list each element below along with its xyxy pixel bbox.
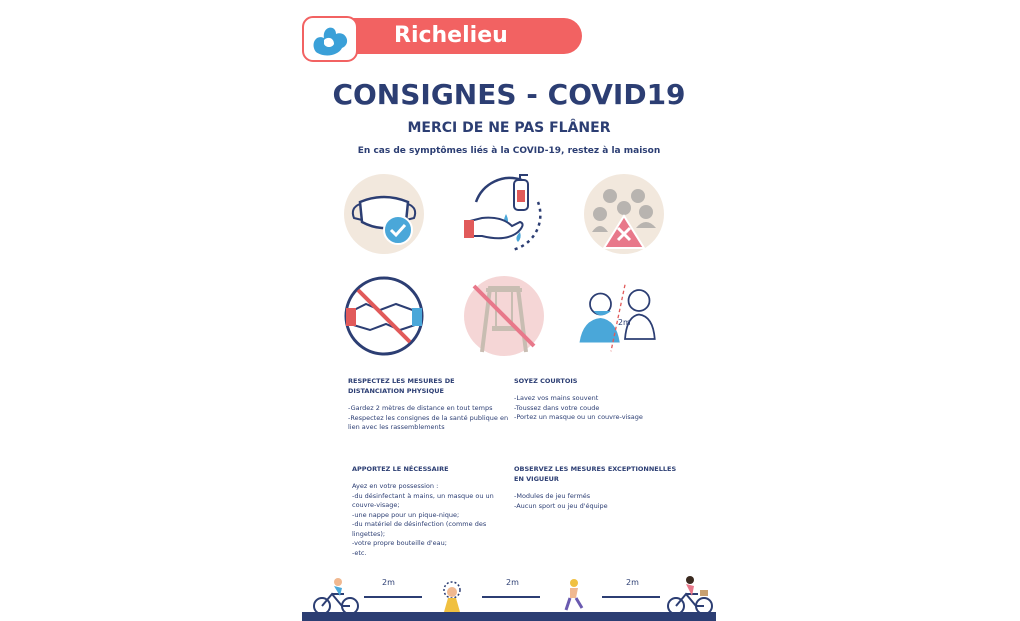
section-line: -Respectez les consignes de la santé publique en lien avec les rassemblements	[348, 413, 511, 431]
header-banner	[302, 16, 582, 56]
cyclist-icon	[666, 574, 714, 616]
symptoms-notice: En cas de symptômes liés à la COVID-19, restez à la maison	[357, 146, 661, 156]
distance-label: 2m	[618, 318, 631, 327]
distance-line	[602, 596, 660, 598]
cough-distance-icon	[576, 276, 660, 360]
section-line: -une nappe pour un pique-nique;	[352, 510, 460, 519]
section-line: -Portez un masque ou un couvre-visage	[514, 413, 643, 421]
distance-label: 2m	[626, 578, 639, 587]
poster	[302, 0, 716, 621]
distance-label: 2m	[382, 578, 395, 587]
section-line: -Modules de jeu fermés	[514, 492, 591, 500]
section-line: -Toussez dans votre coude	[514, 403, 600, 412]
section-line: -Aucun sport ou jeu d'équipe	[514, 501, 608, 510]
no-playground-icon	[462, 274, 546, 358]
section-bring-necessities	[352, 464, 517, 558]
section-title: APPORTEZ LE NÉCESSAIRE	[352, 465, 449, 473]
location-name: Richelieu	[394, 23, 508, 48]
ground-strip	[302, 612, 716, 621]
section-line: -Lavez vos mains souvent	[514, 394, 599, 402]
section-exceptional-measures	[514, 464, 679, 511]
section-line: -etc.	[352, 548, 367, 557]
no-gathering-icon	[582, 172, 666, 256]
section-courtesy	[514, 376, 679, 423]
section-line: -votre propre bouteille d'eau;	[352, 539, 447, 547]
hand-sanitizer-icon	[462, 172, 546, 256]
distance-label: 2m	[506, 578, 519, 587]
section-line: Ayez en votre possession :	[352, 482, 439, 490]
child-icon	[440, 580, 464, 614]
runner-icon	[562, 578, 586, 612]
section-distancing	[348, 376, 513, 433]
mask-icon	[342, 172, 426, 256]
cyclist-icon	[312, 576, 360, 616]
page-subtitle: MERCI DE NE PAS FLÂNER	[407, 120, 611, 136]
page-title: CONSIGNES - COVID19	[332, 78, 686, 111]
section-line: -du matériel de désinfection (comme des lingettes);	[352, 520, 489, 538]
no-handshake-icon	[342, 274, 426, 358]
section-line: -du désinfectant à mains, un masque ou un couvre-visage;	[352, 491, 496, 509]
section-title: RESPECTEZ LES MESURES DE DISTANCIATION PHYSIQUE	[348, 377, 455, 395]
section-line: -Gardez 2 mètres de distance en tout temps	[348, 404, 493, 412]
distance-line	[482, 596, 540, 598]
section-title: SOYEZ COURTOIS	[514, 377, 578, 385]
section-title: OBSERVEZ LES MESURES EXCEPTIONNELLES EN VIGUEUR	[514, 465, 677, 483]
city-logo-icon	[302, 16, 358, 62]
distance-line	[364, 596, 422, 598]
